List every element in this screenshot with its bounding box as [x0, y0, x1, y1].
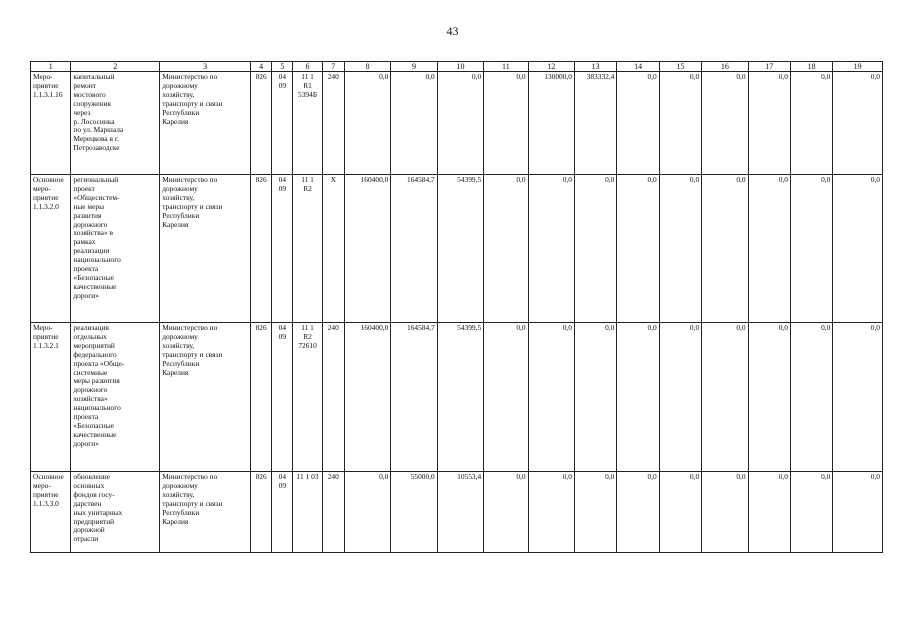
table-cell: 0,0 [790, 72, 832, 175]
table-cell: 54399,5 [437, 175, 483, 323]
table-cell: 54399,5 [437, 323, 483, 472]
table-cell: 0,0 [574, 323, 616, 472]
table-row [31, 72, 883, 175]
table-cell: 11 1 R2 [293, 175, 322, 323]
table-cell: Х [322, 175, 344, 323]
table-cell: 0,0 [617, 323, 659, 472]
table-cell: Министерство по дорожному хозяйству, транспорту и связи Республики Карелия [160, 175, 251, 323]
table-cell: 04 09 [272, 472, 293, 553]
table-cell: 10553,4 [437, 472, 483, 553]
column-header-15: 15 [659, 62, 701, 72]
table-cell: 0,0 [748, 472, 790, 553]
table-cell: 0,0 [484, 72, 528, 175]
table-cell: 383332,4 [574, 72, 616, 175]
column-header-13: 13 [574, 62, 616, 72]
column-header-10: 10 [437, 62, 483, 72]
column-header-8: 8 [344, 62, 390, 72]
table-cell: 11 1 03 [293, 472, 322, 553]
table-cell: 0,0 [702, 472, 748, 553]
column-header-19: 19 [833, 62, 883, 72]
table-cell: 0,0 [484, 323, 528, 472]
column-header-7: 7 [322, 62, 344, 72]
column-header-14: 14 [617, 62, 659, 72]
column-header-17: 17 [748, 62, 790, 72]
table-cell: 0,0 [574, 472, 616, 553]
table-cell: 0,0 [790, 175, 832, 323]
column-header-9: 9 [391, 62, 437, 72]
table-cell: 0,0 [617, 175, 659, 323]
table-cell: Министерство по дорожному хозяйству, транспорту и связи Республики Карелия [160, 472, 251, 553]
table-cell: 0,0 [344, 72, 390, 175]
table-cell: 0,0 [391, 72, 437, 175]
table-cell: 0,0 [790, 323, 832, 472]
table-cell: 11 1 R2 72610 [293, 323, 322, 472]
column-header-11: 11 [484, 62, 528, 72]
budget-table [30, 61, 883, 553]
table-row [31, 175, 883, 323]
column-header-1: 1 [31, 62, 71, 72]
header-row [31, 62, 883, 72]
table-cell: реализация отдельных мероприятий федерального проекта «Обще- системные меры развития дорожного хозяйства» национального проекта «Безопасные качественные дороги» [71, 323, 160, 472]
column-header-4: 4 [251, 62, 272, 72]
table-cell: 0,0 [617, 72, 659, 175]
column-header-18: 18 [790, 62, 832, 72]
table-cell: 0,0 [748, 175, 790, 323]
column-header-12: 12 [528, 62, 574, 72]
table-cell: 0,0 [528, 472, 574, 553]
table-cell: 826 [251, 323, 272, 472]
table-cell: Министерство по дорожному хозяйству, транспорту и связи Республики Карелия [160, 323, 251, 472]
table-cell: 0,0 [833, 72, 883, 175]
table-cell: 0,0 [528, 323, 574, 472]
table-cell: 0,0 [748, 72, 790, 175]
column-header-3: 3 [160, 62, 251, 72]
table-cell: Меро- приятие 1.1.3.2.1 [31, 323, 71, 472]
table-cell: 826 [251, 175, 272, 323]
table-cell: 0,0 [659, 72, 701, 175]
table-cell: 04 09 [272, 323, 293, 472]
table-cell: 0,0 [659, 175, 701, 323]
column-header-2: 2 [71, 62, 160, 72]
table-cell: 130000,0 [528, 72, 574, 175]
table-cell: 164584,7 [391, 175, 437, 323]
table-cell: 0,0 [833, 323, 883, 472]
table-cell: 0,0 [574, 175, 616, 323]
page-number: 43 [446, 24, 459, 38]
column-header-5: 5 [272, 62, 293, 72]
table-cell: 164584,7 [391, 323, 437, 472]
table-cell: 0,0 [833, 472, 883, 553]
table-cell: 240 [322, 72, 344, 175]
column-header-16: 16 [702, 62, 748, 72]
table-cell: 0,0 [833, 175, 883, 323]
table-cell: 0,0 [617, 472, 659, 553]
table-cell: обновление основных фондов госу- дарствен ных унитарных предприятий дорожной отрасли [71, 472, 160, 553]
table-row [31, 472, 883, 553]
table-cell: 0,0 [702, 72, 748, 175]
table-cell: 0,0 [748, 323, 790, 472]
table-cell: 04 09 [272, 175, 293, 323]
table-cell: капитальный ремонт мостового сооружения через р. Лососинка по ул. Маршала Мерецкова в г. Петрозаводске [71, 72, 160, 175]
table-cell: 04 09 [272, 72, 293, 175]
table-cell: 0,0 [484, 175, 528, 323]
table-cell: 0,0 [344, 472, 390, 553]
table-cell: 0,0 [528, 175, 574, 323]
table-cell: 0,0 [659, 323, 701, 472]
table-cell: 0,0 [790, 472, 832, 553]
table-cell: региональный проект «Общесистем- ные меры развития дорожного хозяйства» в рамках реализации национального проекта «Безопасные качественные дороги» [71, 175, 160, 323]
table-cell: 826 [251, 472, 272, 553]
table-cell: 0,0 [484, 472, 528, 553]
table-cell: 160400,0 [344, 323, 390, 472]
table-cell: 0,0 [702, 175, 748, 323]
table-cell: 240 [322, 323, 344, 472]
column-header-6: 6 [293, 62, 322, 72]
table-cell: 240 [322, 472, 344, 553]
table-cell: Меро- приятие 1.1.3.1.16 [31, 72, 71, 175]
table-cell: 826 [251, 72, 272, 175]
table-cell: 160400,0 [344, 175, 390, 323]
table-cell: Основное меро- приятие 1.1.3.3.0 [31, 472, 71, 553]
table-cell: Министерство по дорожному хозяйству, транспорту и связи Республики Карелия [160, 72, 251, 175]
table-row [31, 323, 883, 472]
table-cell: 11 1 R1 5394Б [293, 72, 322, 175]
table-cell: 55000,0 [391, 472, 437, 553]
table-cell: 0,0 [437, 72, 483, 175]
table-cell: Основное меро- приятие 1.1.3.2.0 [31, 175, 71, 323]
table-cell: 0,0 [702, 323, 748, 472]
table-cell: 0,0 [659, 472, 701, 553]
